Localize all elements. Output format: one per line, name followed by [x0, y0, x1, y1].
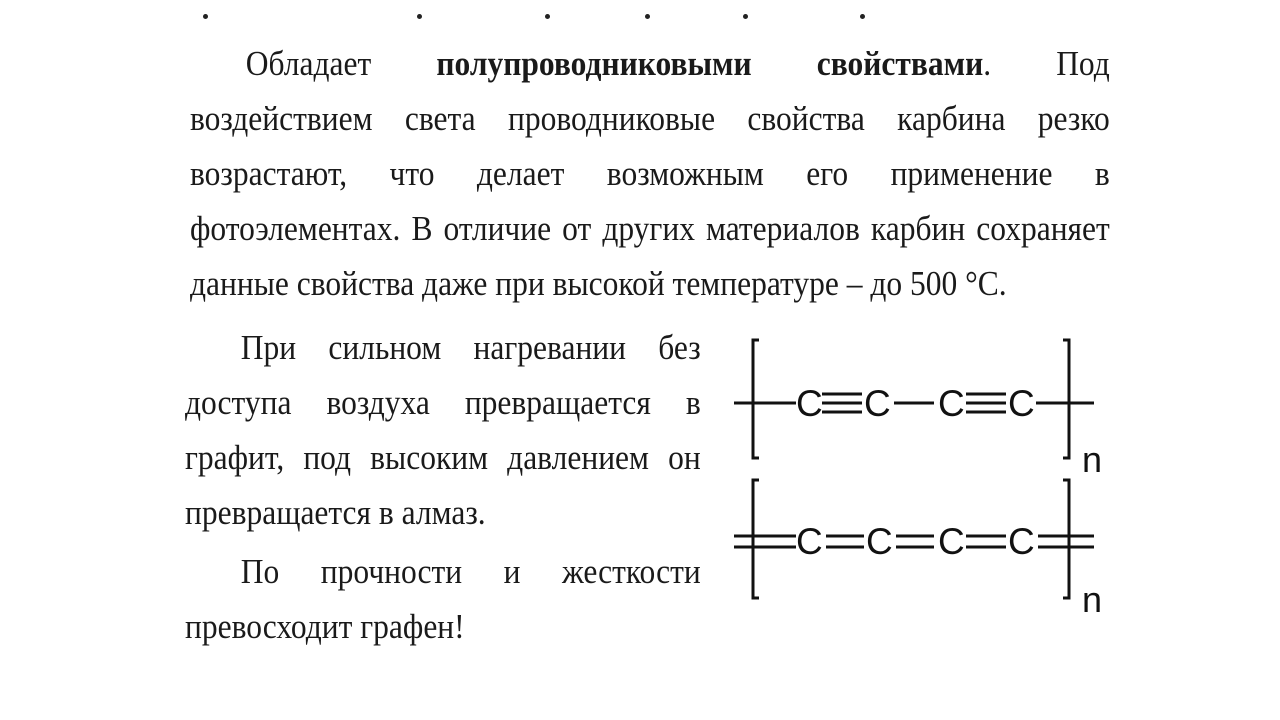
- paragraph1-bold-term: полупроводниковыми свойствами: [436, 44, 984, 83]
- atom-c: C: [866, 521, 893, 562]
- double-bond: [896, 536, 934, 547]
- subscript-n: n: [1082, 439, 1103, 480]
- triple-bond: [822, 394, 862, 412]
- double-bond: [734, 536, 796, 547]
- atom-c: C: [796, 383, 823, 424]
- atom-c: C: [938, 521, 965, 562]
- paragraph1-intro: Обладает: [245, 44, 372, 83]
- double-bond: [1038, 536, 1094, 547]
- right-bracket: [1063, 340, 1069, 458]
- top-decorative-dots: [195, 14, 875, 22]
- subscript-n: n: [1082, 579, 1103, 620]
- polyyne-formula: [734, 340, 1094, 458]
- paragraph-semiconductor-properties: [190, 36, 1110, 311]
- atom-c: C: [1008, 383, 1035, 424]
- left-bracket: [753, 480, 759, 598]
- atom-c: C: [864, 383, 891, 424]
- double-bond: [826, 536, 864, 547]
- paragraph1-rest: . Под воздействием света проводниковые свойства карбина резко возрастают, что делает возможным его применение в фотоэлементах. В отличие от других материалов карбин сохраняет данные свойства даже при высокой температуре – до 500 °С.: [190, 44, 1110, 303]
- cumulene-formula: [734, 480, 1094, 598]
- paragraph-heating: При сильном нагревании без доступа воздуха превращается в графит, под высоким давлением он превращается в алмаз.: [185, 328, 701, 532]
- left-bracket: [753, 340, 759, 458]
- atom-c: C: [1008, 521, 1035, 562]
- double-bond: [966, 536, 1006, 547]
- atom-c: C: [796, 521, 823, 562]
- right-bracket: [1063, 480, 1069, 598]
- atom-c: C: [938, 383, 965, 424]
- text-column: [185, 320, 701, 654]
- carbyne-structural-formulas: [726, 330, 1106, 630]
- paragraph-strength: По прочности и жесткости превосходит графен!: [185, 552, 701, 646]
- triple-bond: [966, 394, 1006, 412]
